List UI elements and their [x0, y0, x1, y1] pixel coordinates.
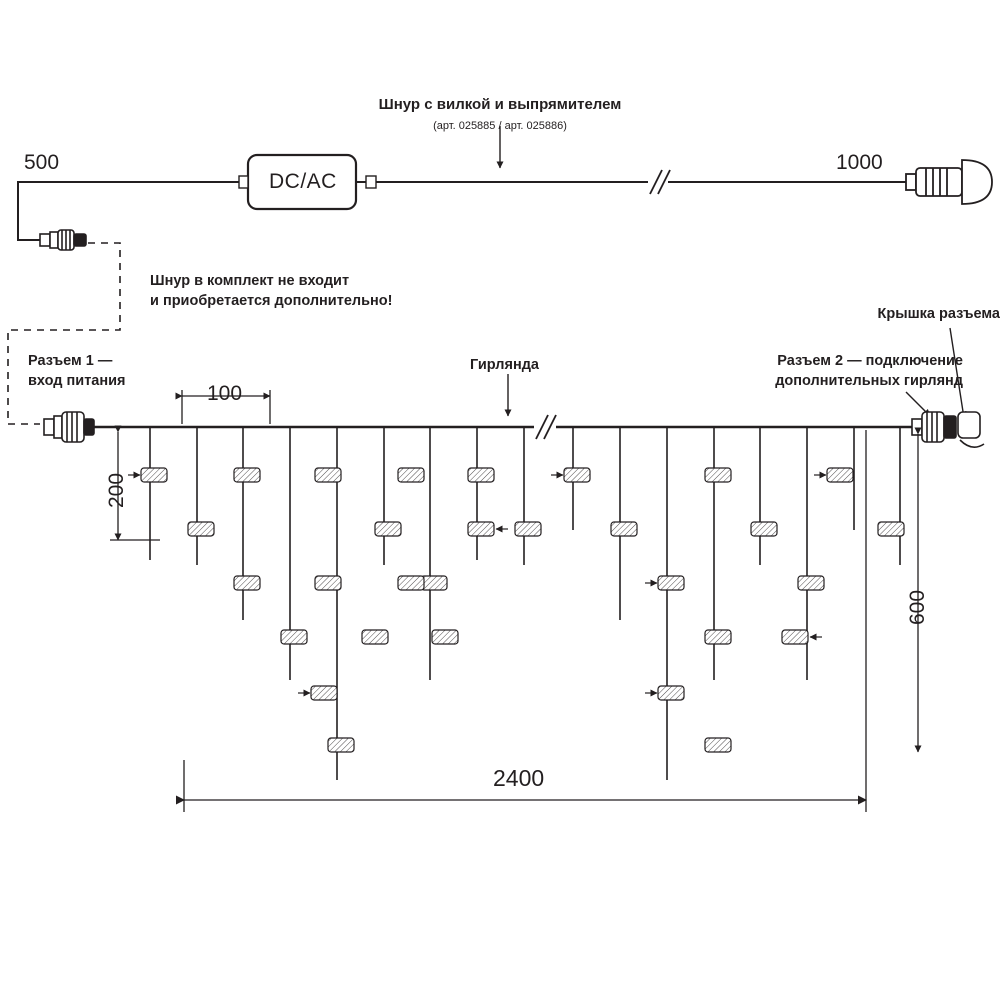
connector-1-label-line1: Разъем 1 — — [28, 353, 113, 369]
dimension-spacing-100: 100 — [207, 382, 243, 405]
garland-label: Гирлянда — [470, 357, 539, 373]
dimension-lines — [110, 390, 918, 812]
not-included-note-line2: и приобретается дополнительно! — [150, 293, 393, 309]
dimension-drop-200: 200 — [105, 472, 128, 508]
garland-drops — [150, 427, 900, 780]
garland-main-wire — [92, 415, 918, 439]
not-included-note-line1: Шнур в комплект не входит — [150, 273, 350, 289]
connector-2-label-line2: дополнительных гирлянд — [775, 373, 963, 389]
connector-cap-label: Крышка разъема — [877, 306, 1000, 322]
optional-cord-dashed-path — [8, 243, 120, 424]
dimension-left-cord: 500 — [24, 151, 60, 174]
connector-plug-left — [40, 230, 86, 250]
cord-callout-title: Шнур с вилкой и выпрямителем — [378, 96, 622, 113]
mains-plug — [906, 160, 992, 204]
connector-1-power-input — [44, 412, 94, 442]
dimension-drop-600: 600 — [906, 589, 929, 625]
garland-bulbs — [128, 468, 904, 752]
connector-2-label-line1: Разъем 2 — подключение — [777, 353, 963, 369]
power-supply-label: DC/AC — [269, 170, 337, 193]
connector-cap — [958, 412, 984, 447]
cord-callout-subtitle: (арт. 025885 / арт. 025886) — [433, 120, 567, 132]
dimension-right-cord: 1000 — [836, 151, 883, 174]
dimension-total-2400: 2400 — [493, 765, 545, 791]
connector-1-label-line2: вход питания — [28, 373, 126, 389]
connector-2-extension — [912, 412, 984, 447]
